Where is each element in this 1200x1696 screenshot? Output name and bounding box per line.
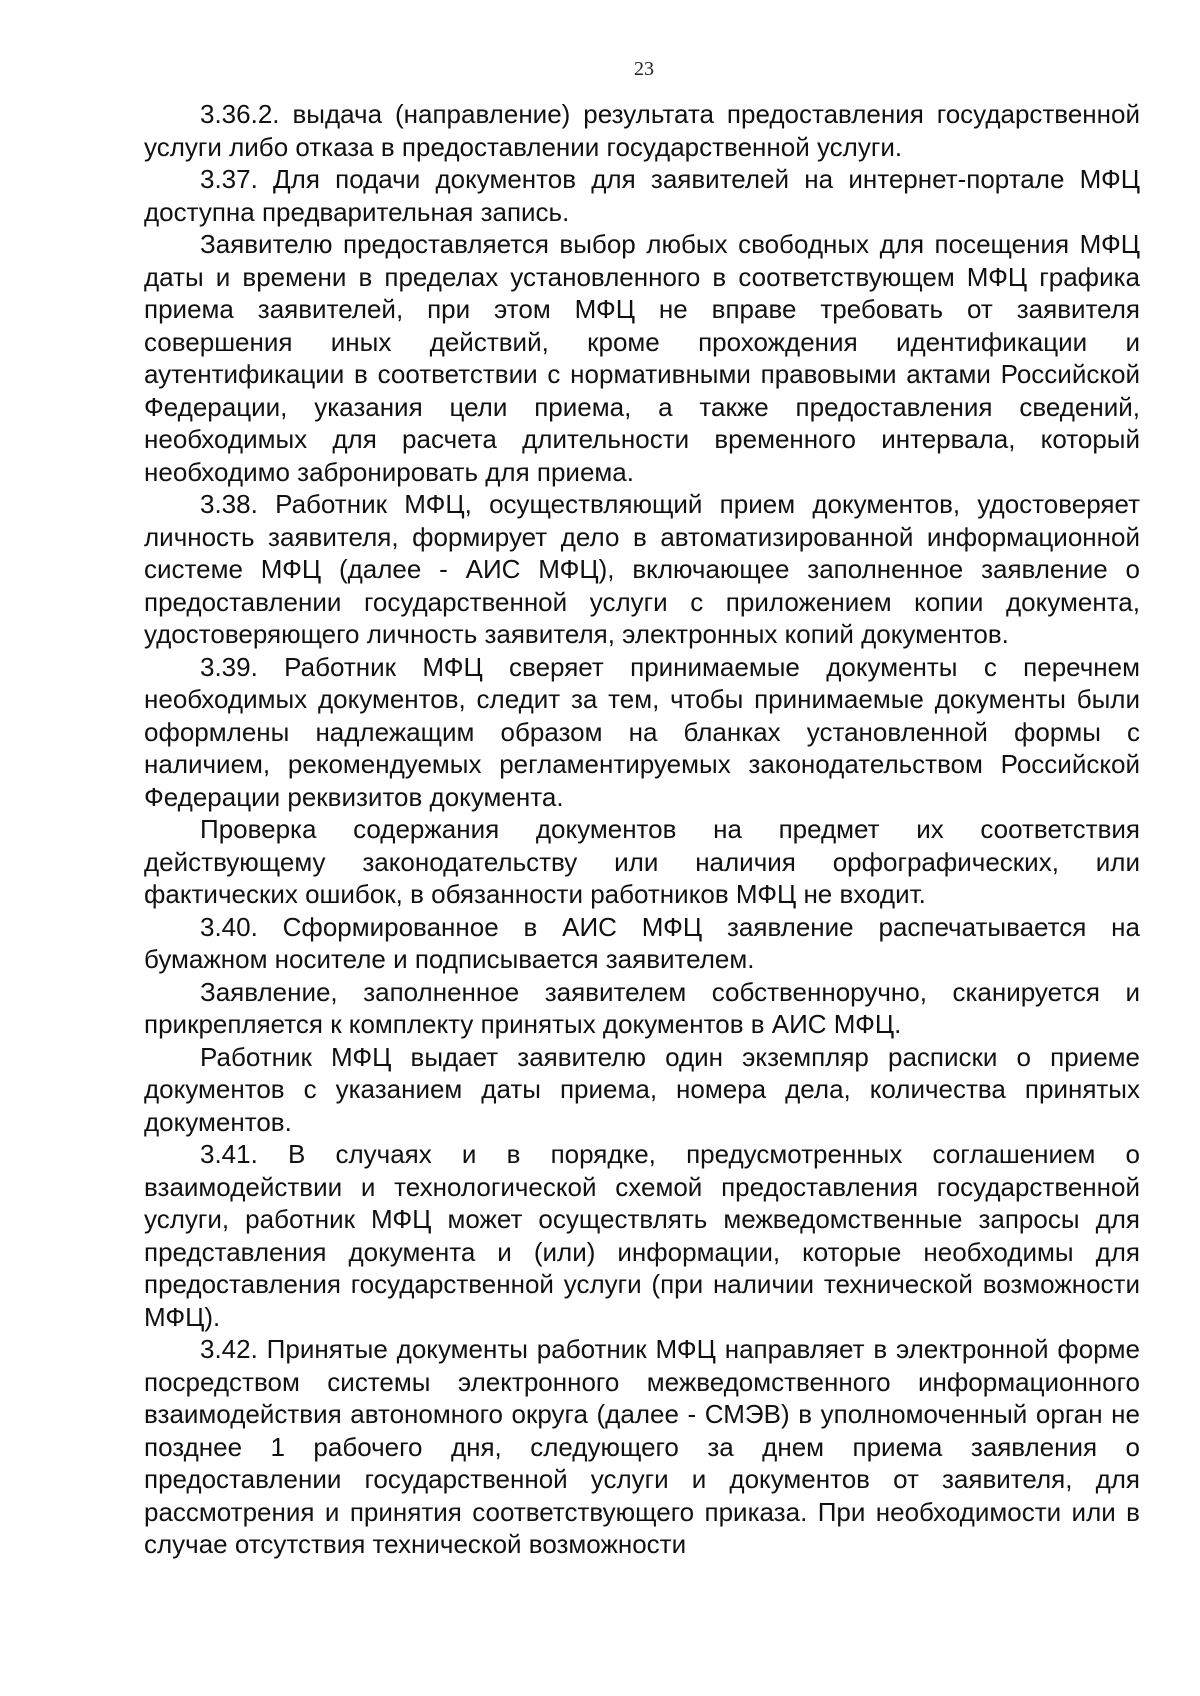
paragraph-3-42: 3.42. Принятые документы работник МФЦ направляет в электронной форме посредством системы электронного межведомственного информационного взаимодействия автономного округа (далее - СМЭВ) в уполномоченный орган не позднее 1 рабочего дня, следующего за днем приема заявления о предоставлении государственной услуги и документов от заявителя, для рассмотрения и принятия соответствующего приказа. При необходимости или в случае отсутствия технической возможности <box>144 1334 1140 1559</box>
document-body <box>144 98 1140 1561</box>
page-number: 23 <box>634 58 654 80</box>
paragraph-3-38: 3.38. Работник МФЦ, осуществляющий прием документов, удостоверяет личность заявителя, формирует дело в автоматизированной информационной системе МФЦ (далее - АИС МФЦ), включающее заполненное заявление о предоставлении государственной услуги с приложением копии документа, удостоверяющего личность заявителя, электронных копий документов. <box>144 489 1140 649</box>
paragraph-3-39: 3.39. Работник МФЦ сверяет принимаемые документы с перечнем необходимых документов, следит за тем, чтобы принимаемые документы были оформлены надлежащим образом на бланках установленной формы с наличием, рекомендуемых регламентируемых законодательством Российской Федерации реквизитов документа. <box>144 651 1140 812</box>
paragraph-3-40: 3.40. Сформированное в АИС МФЦ заявление распечатывается на бумажном носителе и подписывается заявителем. <box>144 911 1140 974</box>
paragraph-3-41: 3.41. В случаях и в порядке, предусмотренных соглашением о взаимодействии и технологической схемой предоставления государственной услуги, работник МФЦ может осуществлять межведомственные запросы для представления документа и (или) информации, которые необходимы для предоставления государственной услуги (при наличии технической возможности МФЦ). <box>144 1139 1140 1332</box>
paragraph-receipt: Работник МФЦ выдает заявителю один экземпляр расписки о приеме документов с указанием даты приема, номера дела, количества принятых документов. <box>144 1041 1140 1137</box>
paragraph-content-check: Проверка содержания документов на предмет их соответствия действующему законодательству или наличия орфографических, или фактических ошибок, в обязанности работников МФЦ не входит. <box>144 814 1140 909</box>
paragraph-preliminary-booking: Заявителю предоставляется выбор любых свободных для посещения МФЦ даты и времени в пределах установленного в соответствующем МФЦ графика приема заявителей, при этом МФЦ не вправе требовать от заявителя совершения иных действий, кроме прохождения идентификации и аутентификации в соответствии с нормативными правовыми актами Российской Федерации, указания цели приема, а также предоставления сведений, необходимых для расчета длительности временного интервала, который необходимо забронировать для приема. <box>144 229 1140 487</box>
paragraph-scan-application: Заявление, заполненное заявителем собственноручно, сканируется и прикрепляется к комплекту принятых документов в АИС МФЦ. <box>144 976 1140 1039</box>
paragraph-3-37: 3.37. Для подачи документов для заявителей на интернет-портале МФЦ доступна предварительная запись. <box>144 164 1140 227</box>
paragraph-3-36-2: 3.36.2. выдача (направление) результата предоставления государственной услуги либо отказа в предоставлении государственной услуги. <box>144 99 1140 162</box>
